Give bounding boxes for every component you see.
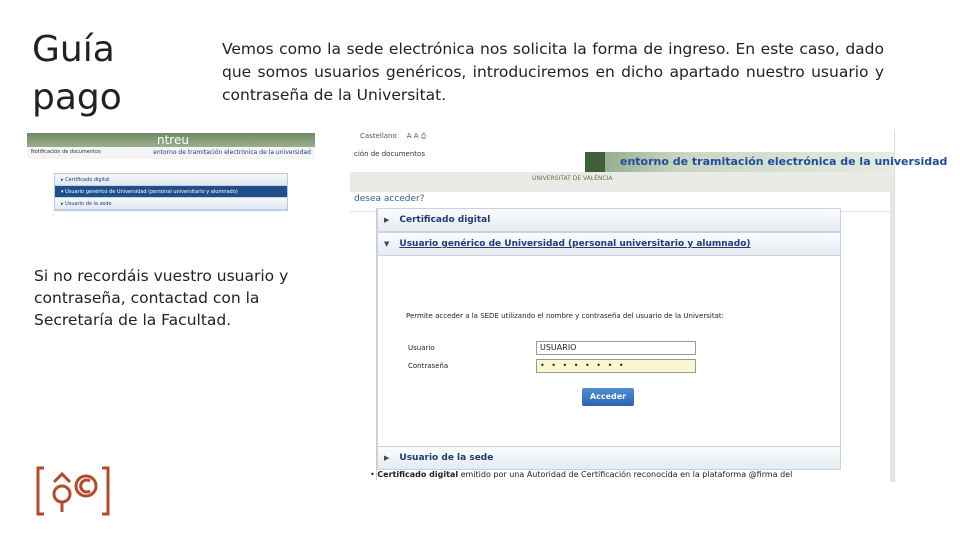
expand-arrow-icon: ▶ [384, 454, 390, 462]
slide-title [32, 26, 152, 122]
brand-banner [585, 152, 948, 172]
panel-certificado-digital[interactable] [377, 208, 841, 232]
small-spacer [27, 159, 315, 171]
small-item-generico[interactable]: ▾ Usuario genérico de Universidad (personal universitario y alumnado) [55, 186, 287, 198]
scrollbar[interactable] [890, 180, 894, 482]
small-subheader [27, 147, 315, 159]
university-name: UNIVERSITAT DE VALÈNCIA [532, 175, 613, 182]
login-form [377, 256, 841, 446]
username-input[interactable]: USUARIO [536, 341, 696, 355]
small-item-certificado[interactable]: ▸ Certificado digital [55, 174, 287, 186]
small-item-sede[interactable]: ▸ Usuario de la sede [55, 198, 287, 210]
small-screenshot [27, 133, 315, 225]
panel-label: Usuario genérico de Universidad (personal universitario y alumnado) [399, 239, 751, 249]
brand-title: entorno de tramitación electrónica de la universidad [620, 155, 948, 168]
small-accordion [54, 173, 288, 211]
expand-arrow-icon: ▶ [384, 216, 390, 224]
password-label: Contraseña [408, 362, 449, 370]
entreu-logo-icon [585, 152, 605, 172]
site-header [350, 142, 948, 172]
university-strip [350, 172, 894, 192]
username-label: Usuario [408, 344, 435, 352]
login-accordion [376, 208, 841, 480]
footer-bold: Certificado digital [377, 470, 459, 479]
title-line-1: Guía [32, 29, 115, 70]
footer-info: • Certificado digital emitido por una Autoridad de Certificación reconocida en la plataforma @firma del [370, 470, 793, 479]
small-breadcrumb: entorno de tramitación electrónica de la universidad [153, 149, 311, 156]
panel-usuario-generico[interactable] [377, 232, 841, 256]
small-brand: ntreu [157, 133, 189, 147]
font-size-icon[interactable]: A A ⎙ [406, 132, 427, 140]
collapse-arrow-icon: ▼ [384, 240, 390, 248]
panel-label: Usuario de la sede [399, 453, 494, 463]
access-question: desea acceder? [350, 192, 894, 212]
panel-usuario-sede[interactable] [377, 446, 841, 470]
intro-paragraph: Vemos como la sede electrónica nos solicita la forma de ingreso. En este caso, dado que somos usuarios genéricos, introduciremos en dicho apartado nuestro usuario y contraseña de la Universitat. [222, 40, 884, 104]
footer-text: emitido por una Autoridad de Certificación reconocida en la plataforma @firma del [460, 470, 793, 479]
language-select[interactable]: Castellano [360, 132, 397, 140]
small-link[interactable]: Notificación de documentos [31, 149, 101, 155]
login-description: Permite acceder a la SEDE utilizando el nombre y contraseña del usuario de la Universitat: [406, 312, 724, 320]
title-line-2: pago [32, 77, 122, 118]
header-left-text: ción de documentos [354, 150, 425, 158]
help-note: Si no recordáis vuestro usuario y contraseña, contactad con la Secretaría de la Facultad. [34, 267, 289, 329]
university-logo-icon [34, 464, 112, 518]
acceder-button[interactable]: Acceder [582, 388, 634, 406]
small-header [27, 133, 315, 147]
language-bar [350, 130, 894, 142]
large-screenshot [350, 130, 948, 482]
password-input[interactable]: • • • • • • • • [536, 359, 696, 373]
panel-label: Certificado digital [399, 215, 491, 225]
